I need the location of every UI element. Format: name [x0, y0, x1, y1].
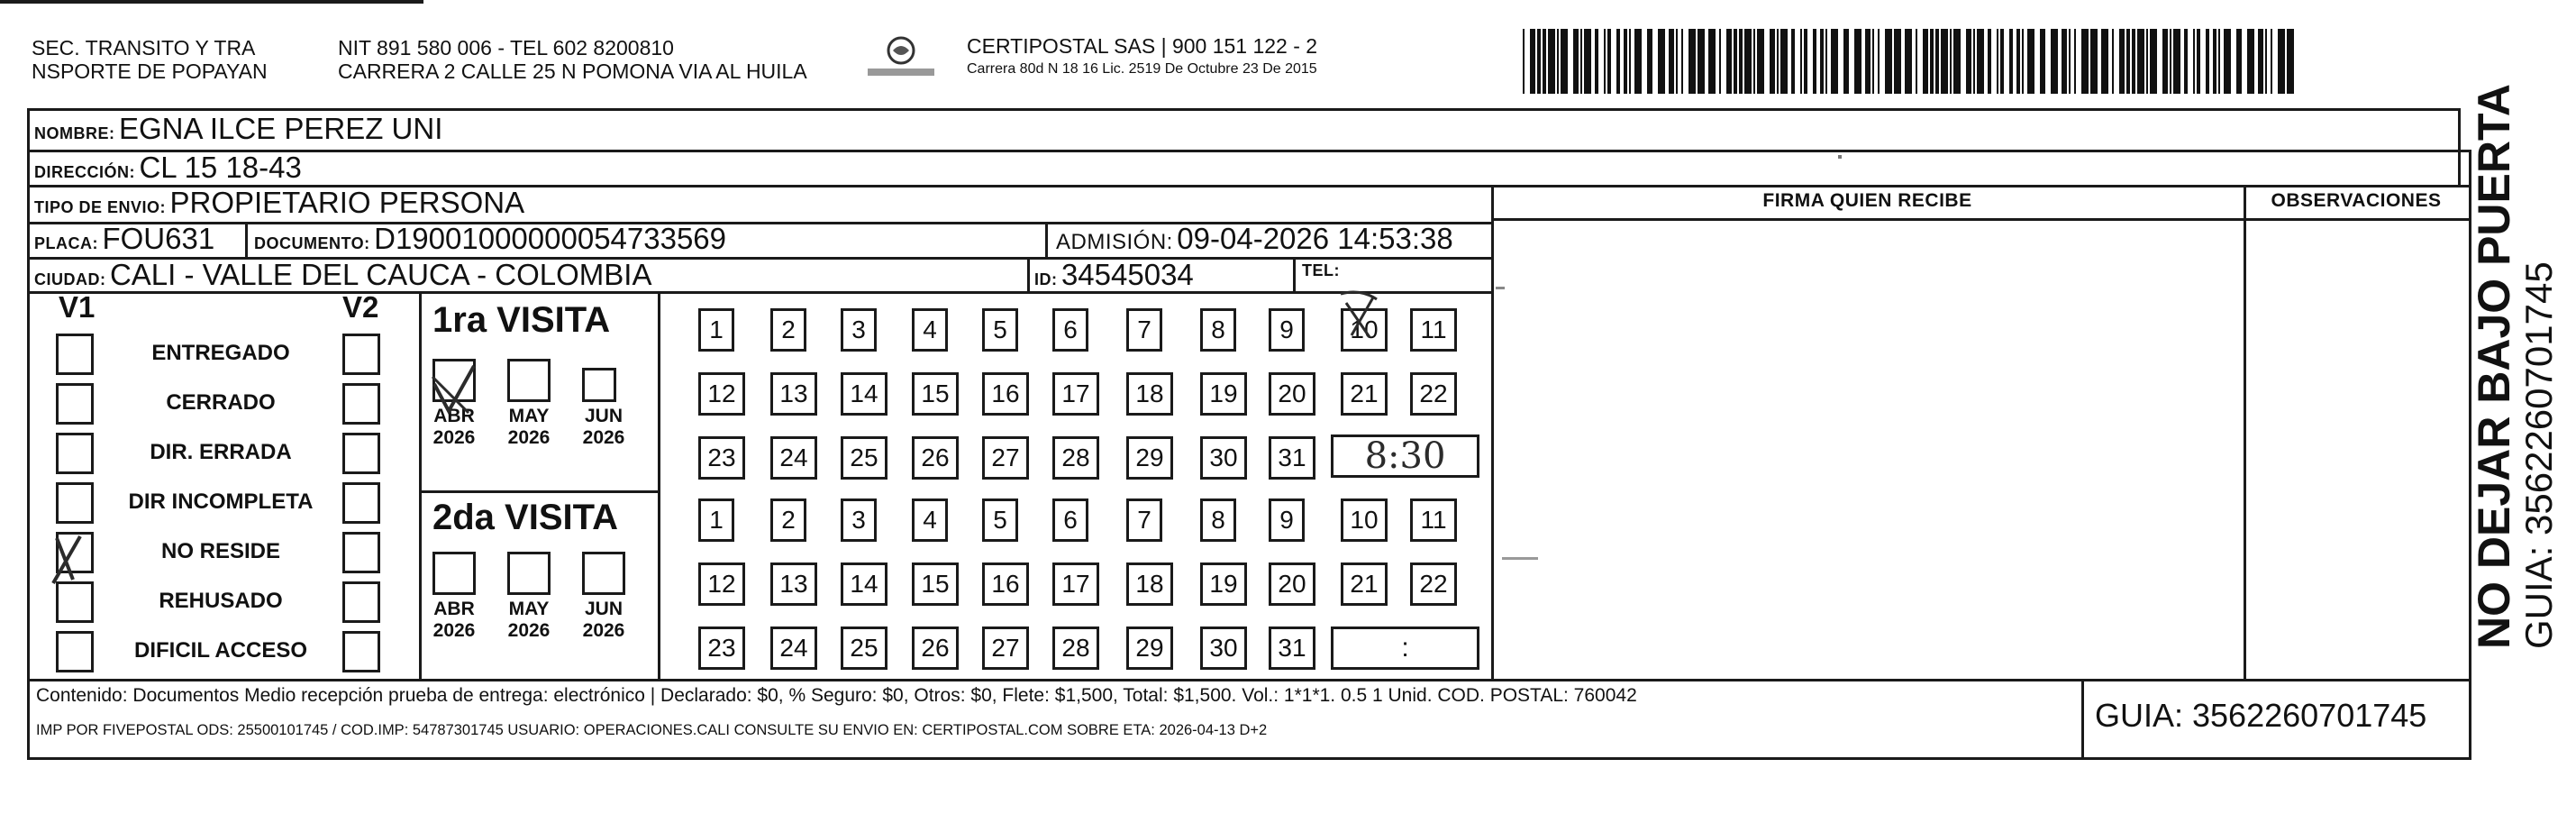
barcode-bar — [2051, 29, 2058, 94]
id-row — [1034, 258, 1194, 292]
first-visit-day-box[interactable]: 3 — [841, 308, 877, 352]
barcode-bar — [1744, 29, 1752, 94]
barcode-bar — [2016, 29, 2020, 94]
second-visit-month-checkbox[interactable] — [507, 552, 551, 595]
id-value: 34545034 — [1060, 258, 1194, 291]
barcode-bar — [1966, 29, 1971, 94]
observaciones-header: OBSERVACIONES — [2271, 190, 2442, 211]
month-name: MAY — [508, 406, 550, 426]
month-name: JUN — [584, 406, 623, 426]
barcode-bar — [1595, 29, 1598, 94]
barcode-bar — [2027, 29, 2034, 94]
frame-admision-split — [1045, 222, 1048, 257]
barcode-bar — [2062, 29, 2067, 94]
barcode-bar — [1953, 29, 1961, 94]
first-visit-day-box[interactable]: 5 — [982, 308, 1018, 352]
admision-value: 09-04-2026 14:53:38 — [1177, 222, 1453, 255]
status-option-label: DIR. ERRADA — [150, 440, 292, 464]
second-visit-day-box[interactable]: 19 — [1200, 562, 1247, 606]
first-visit-day-box[interactable]: 22 — [1410, 372, 1457, 416]
barcode-bar — [2271, 29, 2272, 94]
barcode-bar — [2126, 29, 2130, 94]
placa-label: PLACA: — [34, 234, 98, 252]
first-visit-day-box[interactable]: 25 — [841, 436, 887, 480]
second-visit-month-checkbox[interactable] — [432, 552, 476, 595]
month-year: 2026 — [432, 620, 476, 641]
first-visit-day-box[interactable]: 18 — [1126, 372, 1173, 416]
v2-checkbox[interactable] — [342, 482, 380, 524]
second-visit-day-box[interactable]: 9 — [1269, 498, 1305, 542]
month-name: ABR — [433, 599, 475, 619]
barcode-bar — [1607, 29, 1611, 94]
sender-line-2: NSPORTE DE POPAYAN — [32, 59, 268, 83]
second-visit-day-box[interactable]: 23 — [698, 627, 745, 670]
barcode-bar — [1658, 29, 1665, 94]
second-visit-day-box[interactable]: 1 — [698, 498, 734, 542]
barcode-bar — [1734, 29, 1737, 94]
barcode-bar — [1791, 29, 1795, 94]
barcode-bar — [1941, 29, 1948, 94]
frame-left — [27, 108, 30, 760]
second-visit-day-box[interactable]: 14 — [841, 562, 887, 606]
first-visit-day-box[interactable]: 21 — [1341, 372, 1388, 416]
first-visit-day-box[interactable]: 23 — [698, 436, 745, 480]
barcode-bar — [1770, 29, 1775, 94]
month-name: MAY — [508, 599, 550, 619]
barcode-bar — [2193, 29, 2195, 94]
frame-days-split — [658, 291, 660, 679]
second-visit-day-box[interactable]: 26 — [912, 627, 959, 670]
company-line-2: Carrera 80d N 18 16 Lic. 2519 De Octubre 23 De 2015 — [967, 61, 1317, 77]
barcode-bar — [1726, 29, 1732, 94]
abr-check-mark — [422, 359, 485, 422]
first-visit-month-label — [503, 406, 555, 449]
barcode-bar — [1561, 29, 1568, 94]
barcode-bar — [2170, 29, 2171, 94]
barcode-bar — [1548, 29, 1555, 94]
barcode-bar — [2265, 29, 2267, 94]
second-visit-day-box[interactable]: 17 — [1052, 562, 1099, 606]
company-info — [967, 34, 1317, 78]
barcode-bar — [1530, 29, 1535, 94]
footer-guia-box: GUIA: 3562260701745 — [2095, 697, 2427, 734]
month-name: JUN — [584, 599, 623, 619]
placa-row — [34, 222, 214, 256]
first-visit-month-checkbox[interactable] — [507, 359, 551, 402]
frame-right — [2458, 108, 2461, 186]
barcode-bar — [2213, 29, 2216, 94]
month-year: 2026 — [582, 427, 625, 448]
barcode-bar — [1523, 29, 1525, 94]
second-visit-day-box[interactable]: 10 — [1341, 498, 1388, 542]
second-visit-day-box[interactable]: 29 — [1126, 627, 1173, 670]
scan-speck — [1502, 557, 1538, 560]
first-visit-day-box[interactable]: 14 — [841, 372, 887, 416]
frame-firma-left — [1491, 185, 1494, 681]
barcode-bar — [1757, 29, 1764, 94]
barcode-bar — [1537, 29, 1541, 94]
nombre-value: EGNA ILCE PEREZ UNI — [118, 112, 443, 145]
barcode-bar — [1676, 29, 1678, 94]
first-visit-day-box[interactable]: 1 — [698, 308, 734, 352]
barcode-bar — [1604, 29, 1606, 94]
id-label: ID: — [1034, 270, 1058, 288]
second-visit-day-box[interactable]: 2 — [770, 498, 806, 542]
barcode-bar — [1698, 29, 1705, 94]
barcode-bar — [1689, 29, 1696, 94]
second-visit-day-box[interactable]: 21 — [1341, 562, 1388, 606]
first-visit-month-checkbox[interactable] — [582, 368, 616, 402]
barcode-bar — [1988, 29, 1991, 94]
barcode-bar — [1820, 29, 1824, 94]
second-visit-day-box[interactable]: 15 — [912, 562, 959, 606]
tipo-label: TIPO DE ENVIO: — [34, 198, 167, 216]
tel-row — [1302, 261, 1340, 280]
frame-footer — [27, 757, 2471, 760]
barcode-bar — [2224, 29, 2231, 94]
first-visit-day-box[interactable]: 12 — [698, 372, 745, 416]
barcode-bar — [2022, 29, 2024, 94]
second-visit-month-label — [503, 599, 555, 642]
v1-label: V1 — [59, 290, 96, 324]
barcode-bar — [1573, 29, 1579, 94]
barcode-bar — [1894, 29, 1901, 94]
sender-name — [32, 36, 268, 83]
frame-visits-split — [419, 490, 658, 493]
status-option-label: NO RESIDE — [160, 539, 281, 563]
frame-bottom — [27, 679, 2471, 681]
documento-row — [254, 222, 726, 256]
barcode-bar — [1634, 29, 1642, 94]
frame-top — [27, 108, 2460, 111]
no-reside-check-mark — [41, 527, 95, 590]
sender-contact — [338, 36, 807, 83]
barcode-bar — [1813, 29, 1816, 94]
first-visit-title: 1ra VISITA — [432, 300, 611, 340]
tipo-value: PROPIETARIO PERSONA — [169, 186, 525, 219]
admision-row — [1056, 222, 1453, 256]
barcode-bar — [2132, 29, 2135, 94]
company-line-1: CERTIPOSTAL SAS | 900 151 122 - 2 — [967, 34, 1318, 58]
footer-contenido: Contenido: Documentos Medio recepción prueba de entrega: electrónico | Declarado: $0, % Seguro: $0, Otros: $0, Flete: $1,500, Total: $1,500. Vol.: 1*1*1. 0.5 1 Unid. COD. POSTAL: 760042 — [36, 685, 1637, 706]
first-visit-day-box[interactable]: 7 — [1126, 308, 1162, 352]
barcode-bar — [2247, 29, 2254, 94]
first-visit-day-box[interactable]: 4 — [912, 308, 948, 352]
barcode-bar — [1825, 29, 1827, 94]
barcode-bar — [1739, 29, 1743, 94]
documento-label: DOCUMENTO: — [254, 234, 370, 252]
month-year: 2026 — [432, 427, 476, 448]
barcode-bar — [1930, 29, 1934, 94]
second-visit-day-box[interactable]: 13 — [770, 562, 817, 606]
barcode-bar — [2090, 29, 2098, 94]
barcode-bar — [1629, 29, 1631, 94]
barcode-bar — [1624, 29, 1627, 94]
barcode-bar — [1777, 29, 1779, 94]
barcode-bar — [2119, 29, 2125, 94]
barcode-bar — [2162, 29, 2168, 94]
second-visit-day-box[interactable]: 7 — [1126, 498, 1162, 542]
sender-line-1: SEC. TRANSITO Y TRA — [32, 36, 256, 59]
barcode-bar — [2040, 29, 2045, 94]
firma-header: FIRMA QUIEN RECIBE — [1762, 190, 1972, 211]
address-line: CARRERA 2 CALLE 25 N POMONA VIA AL HUILA — [338, 59, 807, 83]
barcode-bar — [1854, 29, 1861, 94]
second-visit-month-label — [578, 599, 630, 642]
status-option-label: ENTREGADO — [151, 341, 290, 365]
tipo-row — [34, 186, 524, 220]
first-visit-day-box[interactable]: 2 — [770, 308, 806, 352]
side-text — [2469, 84, 2576, 649]
first-visit-day-box[interactable]: 6 — [1052, 308, 1088, 352]
barcode — [1523, 29, 2307, 94]
first-visit-day-box[interactable]: 13 — [770, 372, 817, 416]
v2-checkbox[interactable] — [342, 631, 380, 672]
v1-checkbox[interactable] — [56, 433, 94, 474]
second-visit-day-box[interactable]: 24 — [770, 627, 817, 670]
barcode-bar — [1831, 29, 1838, 94]
second-visit-day-box[interactable]: 20 — [1269, 562, 1315, 606]
barcode-bar — [1719, 29, 1721, 94]
ciudad-label: CIUDAD: — [34, 270, 106, 288]
barcode-bar — [2081, 29, 2089, 94]
second-visit-day-box[interactable]: 27 — [982, 627, 1029, 670]
barcode-bar — [2197, 29, 2200, 94]
barcode-bar — [2137, 29, 2144, 94]
second-visit-day-box[interactable]: 3 — [841, 498, 877, 542]
first-visit-day-box[interactable]: 26 — [912, 436, 959, 480]
v2-checkbox[interactable] — [342, 334, 380, 375]
second-visit-day-box[interactable]: 8 — [1200, 498, 1236, 542]
second-visit-day-box[interactable]: 4 — [912, 498, 948, 542]
second-visit-day-box[interactable]: 11 — [1410, 498, 1457, 542]
direccion-value: CL 15 18-43 — [139, 151, 302, 184]
ciudad-row — [34, 258, 651, 292]
barcode-bar — [1616, 29, 1620, 94]
barcode-bar — [1753, 29, 1755, 94]
top-edge — [0, 0, 423, 4]
tel-label: TEL: — [1302, 261, 1340, 279]
barcode-bar — [1905, 29, 1912, 94]
barcode-bar — [1977, 29, 1984, 94]
barcode-bar — [1878, 29, 1880, 94]
first-visit-day-box[interactable]: 15 — [912, 372, 959, 416]
second-visit-day-box[interactable]: 22 — [1410, 562, 1457, 606]
month-name: ABR — [433, 406, 475, 426]
barcode-bar — [2000, 29, 2004, 94]
month-year: 2026 — [582, 620, 625, 641]
barcode-bar — [2287, 29, 2294, 94]
status-option-label: DIR INCOMPLETA — [128, 489, 314, 514]
barcode-bar — [1885, 29, 1892, 94]
v2-checkbox[interactable] — [342, 433, 380, 474]
frame-id-split — [1027, 257, 1030, 291]
barcode-bar — [1950, 29, 1952, 94]
barcode-bar — [1580, 29, 1582, 94]
v1-checkbox[interactable] — [56, 631, 94, 672]
certipostal-logo-icon — [860, 34, 942, 81]
barcode-bar — [2184, 29, 2188, 94]
frame-row1 — [27, 150, 2469, 152]
second-visit-day-box[interactable]: 6 — [1052, 498, 1088, 542]
v1-checkbox[interactable] — [56, 334, 94, 375]
barcode-bar — [1681, 29, 1683, 94]
second-visit-day-box[interactable]: 30 — [1200, 627, 1247, 670]
barcode-bar — [1865, 29, 1871, 94]
second-visit-month-label — [428, 599, 480, 642]
barcode-bar — [2278, 29, 2285, 94]
first-visit-day-box[interactable]: 31 — [1269, 436, 1315, 480]
first-visit-day-box[interactable]: 24 — [770, 436, 817, 480]
barcode-bar — [1804, 29, 1807, 94]
barcode-bar — [2146, 29, 2148, 94]
footer-imp: IMP POR FIVEPOSTAL ODS: 25500101745 / COD.IMP: 54787301745 USUARIO: OPERACIONES.CALI CONSULTE SU ENVIO EN: CERTIPOSTAL.COM SOBRE ETA: 2026-04-13 D+2 — [36, 722, 1268, 738]
barcode-bar — [1973, 29, 1975, 94]
first-visit-day-box[interactable]: 9 — [1269, 308, 1305, 352]
barcode-bar — [2112, 29, 2114, 94]
barcode-bar — [1780, 29, 1788, 94]
barcode-bar — [1800, 29, 1802, 94]
second-visit-title: 2da VISITA — [432, 498, 618, 537]
barcode-bar — [1584, 29, 1591, 94]
barcode-bar — [1997, 29, 1998, 94]
day-10-mark — [1334, 287, 1388, 343]
ciudad-value: CALI - VALLE DEL CAUCA - COLOMBIA — [109, 258, 652, 291]
frame-obs-left — [2244, 185, 2246, 681]
barcode-bar — [1669, 29, 1674, 94]
frame-status-split — [419, 291, 422, 679]
first-visit-day-box[interactable]: 27 — [982, 436, 1029, 480]
status-option-label: DIFICIL ACCESO — [133, 638, 307, 663]
frame-guia-split — [2081, 679, 2084, 758]
barcode-bar — [2173, 29, 2180, 94]
barcode-bar — [2258, 29, 2263, 94]
barcode-bar — [1543, 29, 1546, 94]
frame-placa-split — [245, 222, 248, 257]
first-visit-month-label — [578, 406, 630, 449]
nombre-label: NOMBRE: — [34, 124, 115, 142]
barcode-bar — [2218, 29, 2220, 94]
first-visit-time-value: 8:30 — [1364, 435, 1446, 477]
first-visit-day-box[interactable]: 17 — [1052, 372, 1099, 416]
direccion-label: DIRECCIÓN: — [34, 163, 135, 181]
barcode-bar — [1557, 29, 1559, 94]
documento-value: D19001000000054733569 — [374, 222, 727, 255]
placa-value: FOU631 — [102, 222, 215, 255]
frame-tel-split — [1293, 257, 1296, 291]
second-visit-day-box[interactable]: 16 — [982, 562, 1029, 606]
frame-firma-head — [1491, 218, 2471, 221]
status-option-label: CERRADO — [166, 390, 276, 415]
barcode-bar — [1708, 29, 1716, 94]
barcode-bar — [1935, 29, 1939, 94]
nit-line: NIT 891 580 006 - TEL 602 8200810 — [338, 36, 674, 59]
second-visit-month-checkbox[interactable] — [582, 552, 625, 595]
barcode-bar — [1923, 29, 1928, 94]
month-year: 2026 — [507, 427, 551, 448]
scan-speck — [1838, 155, 1842, 159]
barcode-bar — [1872, 29, 1874, 94]
second-visit-time-value: : — [1401, 633, 1409, 663]
second-visit-day-box[interactable]: 28 — [1052, 627, 1099, 670]
barcode-bar — [2101, 29, 2108, 94]
v1-checkbox[interactable] — [56, 383, 94, 425]
first-visit-day-box[interactable]: 10 — [1341, 308, 1388, 352]
first-visit-day-box[interactable]: 20 — [1269, 372, 1315, 416]
admision-label: ADMISIÓN: — [1056, 230, 1173, 254]
barcode-bar — [1916, 29, 1917, 94]
first-visit-day-box[interactable]: 16 — [982, 372, 1029, 416]
direccion-row — [34, 151, 302, 185]
second-visit-time-box[interactable] — [1331, 627, 1479, 670]
first-visit-time-box[interactable] — [1331, 434, 1479, 478]
side-warning: NO DEJAR BAJO PUERTA — [2469, 84, 2519, 649]
scan-speck — [1496, 287, 1505, 289]
first-visit-day-box[interactable]: 19 — [1200, 372, 1247, 416]
nombre-row — [34, 112, 442, 146]
v2-label: V2 — [342, 290, 379, 324]
second-visit-day-box[interactable]: 31 — [1269, 627, 1315, 670]
barcode-bar — [2236, 29, 2242, 94]
second-visit-day-box[interactable]: 5 — [982, 498, 1018, 542]
barcode-bar — [1843, 29, 1849, 94]
second-visit-day-box[interactable]: 12 — [698, 562, 745, 606]
v2-checkbox[interactable] — [342, 532, 380, 573]
barcode-bar — [1647, 29, 1652, 94]
side-guia: GUIA: 3562260701745 — [2517, 261, 2560, 649]
month-year: 2026 — [507, 620, 551, 641]
v2-checkbox[interactable] — [342, 383, 380, 425]
first-visit-day-box[interactable]: 28 — [1052, 436, 1099, 480]
barcode-bar — [2206, 29, 2209, 94]
first-visit-day-box[interactable]: 8 — [1200, 308, 1236, 352]
first-visit-day-box[interactable]: 11 — [1410, 308, 1457, 352]
second-visit-day-box[interactable]: 18 — [1126, 562, 1173, 606]
first-visit-day-box[interactable]: 29 — [1126, 436, 1173, 480]
barcode-bar — [2150, 29, 2157, 94]
first-visit-day-box[interactable]: 30 — [1200, 436, 1247, 480]
v2-checkbox[interactable] — [342, 581, 380, 623]
barcode-bar — [2009, 29, 2013, 94]
v1-checkbox[interactable] — [56, 482, 94, 524]
barcode-bar — [2069, 29, 2071, 94]
barcode-bar — [2074, 29, 2076, 94]
second-visit-day-box[interactable]: 25 — [841, 627, 887, 670]
status-option-label: REHUSADO — [159, 589, 283, 613]
